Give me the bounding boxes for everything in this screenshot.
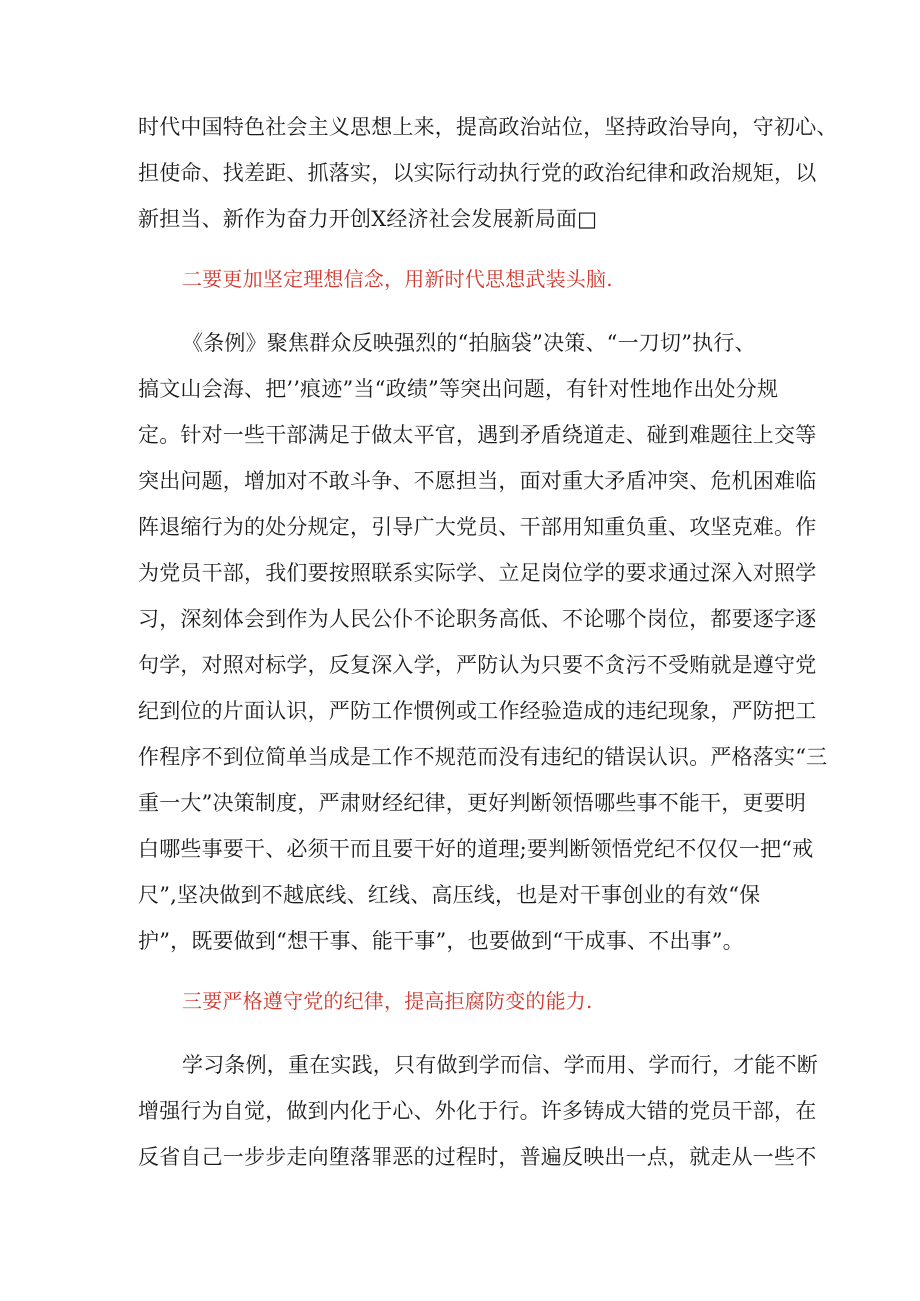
text-line: 阵退缩行为的处分规定，引导广大党员、干部用知重负重、攻坚克难。作 (138, 515, 817, 539)
text-line: 新担当、新作为奋力开创X经济社会发展新局面□ (138, 207, 598, 231)
text-line: 学习条例，重在实践，只有做到学而信、学而用、学而行，才能不断 (182, 1053, 818, 1077)
text-line: 突出问题，增加对不敢斗争、不愿担当，面对重大矛盾冲突、危机困难临 (138, 469, 817, 493)
text-line: 白哪些事要干、必须干而且要干好的道理;要判断领悟党纪不仅仅一把“戒 (138, 837, 814, 861)
paragraph-section-3 (138, 1042, 818, 1180)
section-heading-2: 二要更加坚定理想信念，用新时代思想武装头脑. (182, 267, 613, 291)
document-page (138, 104, 838, 1180)
text-line: 时代中国特色社会主义思想上来，提高政治站位，坚持政治导向，守初心、 (138, 115, 838, 139)
text-line: 重一大”决策制度，严肃财经纪律，更好判断领悟哪些事不能干，更要明 (138, 791, 807, 815)
text-line: 搞文山会海、把’’痕迹”当“政绩”等突出问题，有针对性地作出处分规 (138, 377, 779, 401)
text-line: 担使命、找差距、抓落实，以实际行动执行党的政治纪律和政治规矩，以 (138, 161, 817, 185)
text-line: 习，深刻体会到作为人民公仆不论职务高低、不论哪个岗位，都要逐字逐 (138, 607, 817, 631)
text-line: 作程序不到位简单当成是工作不规范而没有违纪的错误认识。严格落实“三 (138, 745, 828, 769)
text-line: 尺”,坚决做到不越底线、红线、高压线，也是对干事创业的有效“保 (138, 883, 761, 907)
section-heading-3: 三要严格遵守党的纪律，提高拒腐防变的能力. (182, 989, 593, 1013)
paragraph-intro (138, 104, 838, 242)
text-line: 句学，对照对标学，反复深入学，严防认为只要不贪污不受贿就是遵守党 (138, 653, 817, 677)
text-line: 增强行为自觉，做到内化于心、外化于行。许多铸成大错的党员干部，在 (138, 1099, 817, 1123)
text-line: 定。针对一些干部满足于做太平官，遇到矛盾绕道走、碰到难题往上交等 (138, 423, 817, 447)
text-line: 护”，既要做到“想干事、能干事”，也要做到“干成事、不出事”。 (138, 929, 744, 953)
text-line: 《条例》聚焦群众反映强烈的“拍脑袋”决策、“一刀切”执行、 (182, 331, 756, 355)
paragraph-section-2 (138, 320, 828, 964)
text-line: 为党员干部，我们要按照联系实际学、立足岗位学的要求通过深入对照学 (138, 561, 817, 585)
text-line: 纪到位的片面认识，严防工作惯例或工作经验造成的违纪现象，严防把工 (138, 699, 817, 723)
text-line: 反省自己一步步走向堕落罪恶的过程时，普遍反映出一点，就走从一些不 (138, 1145, 817, 1169)
